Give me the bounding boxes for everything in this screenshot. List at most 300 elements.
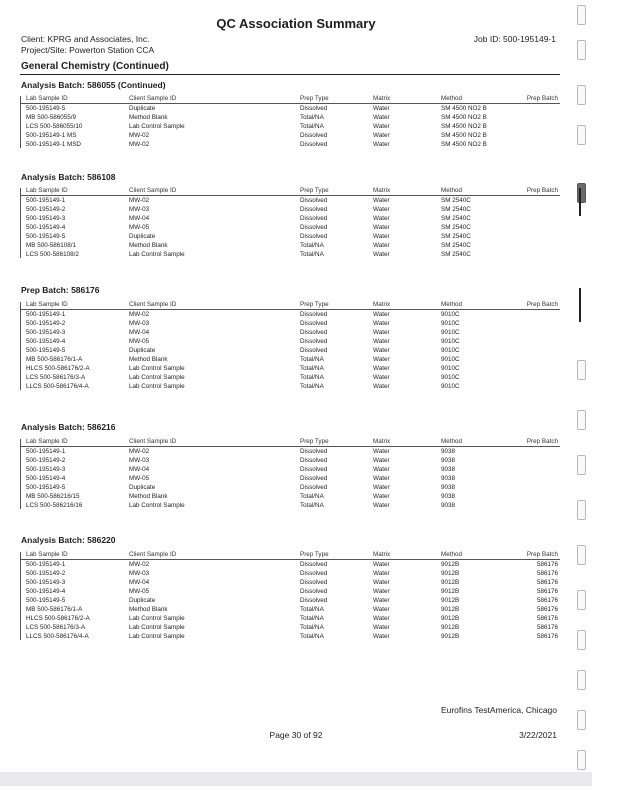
column-header: Method bbox=[441, 301, 463, 308]
batch-title: Analysis Batch: 586216 bbox=[21, 422, 116, 432]
table-cell: Duplicate bbox=[129, 597, 156, 604]
table-cell: SM 4500 NO2 B bbox=[441, 123, 487, 130]
column-header: Prep Type bbox=[300, 187, 329, 194]
table-row bbox=[20, 456, 560, 465]
table-cell: 500-195149-5 bbox=[26, 597, 66, 604]
table-row bbox=[20, 355, 560, 364]
table-cell: MW-03 bbox=[129, 320, 150, 327]
table-cell: 500-195149-1 bbox=[26, 448, 66, 455]
table-cell: Duplicate bbox=[129, 105, 156, 112]
table-cell: MB 500-586055/9 bbox=[26, 114, 77, 121]
section-tab[interactable] bbox=[577, 40, 586, 60]
table-cell: Water bbox=[373, 448, 390, 455]
table-cell: 586176 bbox=[536, 597, 558, 604]
table-cell: MB 500-586216/15 bbox=[26, 493, 80, 500]
table-cell: Total/NA bbox=[300, 242, 324, 249]
table-cell: 500-195149-5 bbox=[26, 484, 66, 491]
table-row bbox=[20, 223, 560, 232]
table-cell: Water bbox=[373, 356, 390, 363]
table-cell: Dissolved bbox=[300, 105, 328, 112]
table-cell: 9012B bbox=[441, 624, 460, 631]
section-tab[interactable] bbox=[577, 545, 586, 565]
section-tab[interactable] bbox=[577, 410, 586, 430]
table-row bbox=[20, 113, 560, 122]
table-cell: Water bbox=[373, 484, 390, 491]
batch-table bbox=[20, 300, 560, 391]
column-header: Client Sample ID bbox=[129, 301, 177, 308]
section-tabs bbox=[570, 0, 618, 800]
table-cell: 9010C bbox=[441, 320, 460, 327]
table-cell: MB 500-586108/1 bbox=[26, 242, 77, 249]
table-cell: Water bbox=[373, 475, 390, 482]
table-cell: Water bbox=[373, 570, 390, 577]
project-line: Project/Site: Powerton Station CCA bbox=[21, 45, 155, 55]
table-cell: Water bbox=[373, 457, 390, 464]
table-cell: SM 2540C bbox=[441, 233, 471, 240]
table-cell: 9010C bbox=[441, 311, 460, 318]
table-cell: Water bbox=[373, 588, 390, 595]
table-row bbox=[20, 560, 560, 569]
table-cell: Dissolved bbox=[300, 132, 328, 139]
table-cell: Water bbox=[373, 215, 390, 222]
table-cell: 500-195149-5 bbox=[26, 105, 66, 112]
table-cell: MW-02 bbox=[129, 448, 150, 455]
table-cell: MW-05 bbox=[129, 588, 150, 595]
table-cell: MW-05 bbox=[129, 224, 150, 231]
table-cell: 9012B bbox=[441, 570, 460, 577]
footer-lab-name: Eurofins TestAmerica, Chicago bbox=[440, 705, 557, 715]
column-header: Method bbox=[441, 551, 463, 558]
table-cell: 9038 bbox=[441, 466, 456, 473]
table-cell: Dissolved bbox=[300, 206, 328, 213]
table-row bbox=[20, 605, 560, 614]
table-cell: 9010C bbox=[441, 356, 460, 363]
table-row bbox=[20, 250, 560, 259]
table-cell: Water bbox=[373, 347, 390, 354]
batch-table bbox=[20, 186, 560, 259]
table-cell: Duplicate bbox=[129, 484, 156, 491]
section-tab[interactable] bbox=[577, 455, 586, 475]
table-row bbox=[20, 382, 560, 391]
table-cell: MW-02 bbox=[129, 132, 150, 139]
table-cell: Water bbox=[373, 561, 390, 568]
column-header: Lab Sample ID bbox=[26, 95, 68, 102]
table-cell: Lab Control Sample bbox=[129, 624, 185, 631]
section-tab[interactable] bbox=[577, 590, 586, 610]
table-cell: Dissolved bbox=[300, 570, 328, 577]
table-cell: Water bbox=[373, 615, 390, 622]
column-header: Prep Batch bbox=[526, 551, 558, 558]
table-cell: 500-195149-4 bbox=[26, 588, 66, 595]
table-cell: 9010C bbox=[441, 365, 460, 372]
table-cell: MW-02 bbox=[129, 141, 150, 148]
column-header: Prep Type bbox=[300, 438, 329, 445]
table-row bbox=[20, 483, 560, 492]
batch-title: Analysis Batch: 586220 bbox=[21, 535, 116, 545]
table-cell: Dissolved bbox=[300, 448, 328, 455]
table-cell: MB 500-586176/1-A bbox=[26, 606, 83, 613]
batch-table bbox=[20, 437, 560, 510]
table-row bbox=[20, 569, 560, 578]
table-cell: MW-02 bbox=[129, 561, 150, 568]
table-cell: 586176 bbox=[536, 615, 558, 622]
batch-title: Prep Batch: 586176 bbox=[21, 285, 100, 295]
table-cell: SM 4500 NO2 B bbox=[441, 141, 487, 148]
table-cell: 9010C bbox=[441, 374, 460, 381]
table-cell: 9038 bbox=[441, 475, 456, 482]
table-cell: LCS 500-586108/2 bbox=[26, 251, 79, 258]
table-row bbox=[20, 364, 560, 373]
table-header bbox=[20, 300, 560, 310]
table-cell: LCS 500-586176/3-A bbox=[26, 624, 86, 631]
table-cell: 9010C bbox=[441, 347, 460, 354]
section-tab[interactable] bbox=[577, 750, 586, 770]
table-cell: 9012B bbox=[441, 588, 460, 595]
table-cell: Water bbox=[373, 606, 390, 613]
table-cell: LCS 500-586055/10 bbox=[26, 123, 83, 130]
table-cell: SM 4500 NO2 B bbox=[441, 114, 487, 121]
table-cell: SM 2540C bbox=[441, 197, 471, 204]
table-cell: Lab Control Sample bbox=[129, 374, 185, 381]
table-cell: Lab Control Sample bbox=[129, 123, 185, 130]
table-cell: 586176 bbox=[536, 570, 558, 577]
table-cell: Dissolved bbox=[300, 311, 328, 318]
section-tab-marker bbox=[579, 188, 581, 216]
page-bottom-edge bbox=[0, 772, 592, 786]
table-cell: MW-02 bbox=[129, 197, 150, 204]
table-cell: 500-195149-1 MS bbox=[26, 132, 77, 139]
column-header: Method bbox=[441, 95, 463, 102]
table-cell: Water bbox=[373, 114, 390, 121]
table-cell: MW-05 bbox=[129, 475, 150, 482]
table-row bbox=[20, 614, 560, 623]
column-header: Client Sample ID bbox=[129, 438, 177, 445]
table-row bbox=[20, 328, 560, 337]
column-header: Matrix bbox=[373, 551, 391, 558]
table-cell: SM 2540C bbox=[441, 215, 471, 222]
table-cell: 500-195149-1 bbox=[26, 311, 66, 318]
table-cell: Duplicate bbox=[129, 347, 156, 354]
table-cell: Method Blank bbox=[129, 606, 168, 613]
table-cell: 9010C bbox=[441, 338, 460, 345]
column-header: Prep Batch bbox=[526, 187, 558, 194]
section-tab-marker bbox=[579, 288, 581, 322]
table-cell: Water bbox=[373, 105, 390, 112]
batch-table bbox=[20, 94, 560, 149]
table-cell: 9012B bbox=[441, 561, 460, 568]
table-cell: Water bbox=[373, 466, 390, 473]
column-header: Lab Sample ID bbox=[26, 551, 68, 558]
column-header: Method bbox=[441, 438, 463, 445]
table-cell: Dissolved bbox=[300, 597, 328, 604]
table-cell: Total/NA bbox=[300, 615, 324, 622]
table-cell: Water bbox=[373, 502, 390, 509]
table-cell: HLCS 500-586176/2-A bbox=[26, 615, 90, 622]
page-number: Page 30 of 92 bbox=[269, 730, 323, 740]
table-cell: LCS 500-586216/16 bbox=[26, 502, 83, 509]
table-cell: Dissolved bbox=[300, 588, 328, 595]
table-cell: Water bbox=[373, 224, 390, 231]
table-cell: Total/NA bbox=[300, 123, 324, 130]
table-cell: SM 4500 NO2 B bbox=[441, 132, 487, 139]
column-header: Prep Type bbox=[300, 551, 329, 558]
table-cell: 586176 bbox=[536, 579, 558, 586]
table-cell: 586176 bbox=[536, 561, 558, 568]
table-header bbox=[20, 94, 560, 104]
table-cell: Water bbox=[373, 624, 390, 631]
table-cell: Total/NA bbox=[300, 383, 324, 390]
table-cell: SM 2540C bbox=[441, 251, 471, 258]
table-row bbox=[20, 122, 560, 131]
client-line: Client: KPRG and Associates, Inc. bbox=[21, 34, 150, 44]
column-header: Prep Batch bbox=[526, 95, 558, 102]
table-cell: 500-195149-2 bbox=[26, 570, 66, 577]
table-cell: Method Blank bbox=[129, 242, 168, 249]
table-cell: Lab Control Sample bbox=[129, 365, 185, 372]
section-tab[interactable] bbox=[577, 630, 586, 650]
table-cell: Water bbox=[373, 132, 390, 139]
table-cell: Dissolved bbox=[300, 224, 328, 231]
table-cell: MW-04 bbox=[129, 466, 150, 473]
column-header: Matrix bbox=[373, 301, 391, 308]
table-cell: Lab Control Sample bbox=[129, 615, 185, 622]
table-cell: Dissolved bbox=[300, 233, 328, 240]
table-row bbox=[20, 501, 560, 510]
section-tab[interactable] bbox=[577, 5, 586, 25]
table-cell: Water bbox=[373, 374, 390, 381]
table-cell: Duplicate bbox=[129, 233, 156, 240]
table-cell: MW-04 bbox=[129, 329, 150, 336]
column-header: Client Sample ID bbox=[129, 551, 177, 558]
table-row bbox=[20, 474, 560, 483]
column-header: Prep Batch bbox=[526, 438, 558, 445]
table-cell: Dissolved bbox=[300, 320, 328, 327]
table-row bbox=[20, 241, 560, 250]
table-cell: Dissolved bbox=[300, 338, 328, 345]
table-row bbox=[20, 310, 560, 319]
table-cell: MW-02 bbox=[129, 311, 150, 318]
table-cell: Lab Control Sample bbox=[129, 383, 185, 390]
table-cell: 9038 bbox=[441, 448, 456, 455]
section-title: General Chemistry (Continued) bbox=[21, 61, 169, 72]
table-cell: Water bbox=[373, 206, 390, 213]
table-cell: 9038 bbox=[441, 457, 456, 464]
table-cell: MW-04 bbox=[129, 579, 150, 586]
table-cell: Water bbox=[373, 242, 390, 249]
table-cell: 500-195149-2 bbox=[26, 206, 66, 213]
table-cell: 9012B bbox=[441, 615, 460, 622]
section-tab[interactable] bbox=[577, 125, 586, 145]
table-cell: SM 4500 NO2 B bbox=[441, 105, 487, 112]
table-cell: Water bbox=[373, 251, 390, 258]
table-row bbox=[20, 131, 560, 140]
table-cell: 500-195149-3 bbox=[26, 215, 66, 222]
table-cell: 500-195149-3 bbox=[26, 466, 66, 473]
table-cell: Water bbox=[373, 329, 390, 336]
table-row bbox=[20, 596, 560, 605]
table-cell: Water bbox=[373, 383, 390, 390]
table-cell: Water bbox=[373, 338, 390, 345]
table-cell: 9010C bbox=[441, 383, 460, 390]
table-cell: Total/NA bbox=[300, 251, 324, 258]
table-row bbox=[20, 373, 560, 382]
section-rule bbox=[20, 74, 560, 75]
table-cell: 500-195149-4 bbox=[26, 475, 66, 482]
table-cell: 586176 bbox=[536, 633, 558, 640]
table-row bbox=[20, 578, 560, 587]
table-cell: MW-03 bbox=[129, 570, 150, 577]
table-cell: 9010C bbox=[441, 329, 460, 336]
table-row bbox=[20, 337, 560, 346]
table-cell: Water bbox=[373, 365, 390, 372]
table-row bbox=[20, 587, 560, 596]
table-cell: 500-195149-5 bbox=[26, 347, 66, 354]
table-cell: 9038 bbox=[441, 493, 456, 500]
table-cell: SM 2540C bbox=[441, 242, 471, 249]
table-cell: Water bbox=[373, 233, 390, 240]
table-cell: Water bbox=[373, 197, 390, 204]
table-cell: Lab Control Sample bbox=[129, 251, 185, 258]
table-cell: 9012B bbox=[441, 597, 460, 604]
table-cell: Dissolved bbox=[300, 475, 328, 482]
table-row bbox=[20, 465, 560, 474]
column-header: Lab Sample ID bbox=[26, 301, 68, 308]
table-cell: Total/NA bbox=[300, 606, 324, 613]
table-cell: Method Blank bbox=[129, 493, 168, 500]
column-header: Matrix bbox=[373, 187, 391, 194]
column-header: Prep Type bbox=[300, 301, 329, 308]
table-cell: Method Blank bbox=[129, 356, 168, 363]
table-cell: Water bbox=[373, 123, 390, 130]
table-cell: LCS 500-586176/3-A bbox=[26, 374, 86, 381]
job-id: Job ID: 500-195149-1 bbox=[473, 34, 556, 44]
section-tab[interactable] bbox=[577, 85, 586, 105]
table-header bbox=[20, 186, 560, 196]
table-header bbox=[20, 437, 560, 447]
section-tab[interactable] bbox=[577, 670, 586, 690]
table-cell: Total/NA bbox=[300, 633, 324, 640]
table-cell: MW-04 bbox=[129, 215, 150, 222]
table-cell: Water bbox=[373, 579, 390, 586]
table-cell: 9038 bbox=[441, 502, 456, 509]
table-cell: Water bbox=[373, 597, 390, 604]
table-cell: Dissolved bbox=[300, 141, 328, 148]
table-cell: Dissolved bbox=[300, 561, 328, 568]
table-cell: Dissolved bbox=[300, 215, 328, 222]
table-cell: 9038 bbox=[441, 484, 456, 491]
column-header: Lab Sample ID bbox=[26, 438, 68, 445]
table-cell: Total/NA bbox=[300, 356, 324, 363]
table-cell: 500-195149-3 bbox=[26, 579, 66, 586]
table-cell: 9012B bbox=[441, 633, 460, 640]
table-cell: Dissolved bbox=[300, 484, 328, 491]
column-header: Client Sample ID bbox=[129, 187, 177, 194]
table-header bbox=[20, 550, 560, 560]
table-cell: Water bbox=[373, 311, 390, 318]
table-row bbox=[20, 346, 560, 355]
table-cell: 500-195149-2 bbox=[26, 320, 66, 327]
table-cell: Dissolved bbox=[300, 197, 328, 204]
table-cell: Water bbox=[373, 633, 390, 640]
table-row bbox=[20, 632, 560, 641]
table-cell: Lab Control Sample bbox=[129, 633, 185, 640]
table-cell: Method Blank bbox=[129, 114, 168, 121]
batch-table bbox=[20, 550, 560, 641]
table-cell: 9012B bbox=[441, 579, 460, 586]
table-row bbox=[20, 214, 560, 223]
table-row bbox=[20, 205, 560, 214]
table-cell: 500-195149-5 bbox=[26, 233, 66, 240]
table-cell: Dissolved bbox=[300, 457, 328, 464]
table-cell: MW-03 bbox=[129, 457, 150, 464]
table-cell: 586176 bbox=[536, 624, 558, 631]
table-cell: 586176 bbox=[536, 606, 558, 613]
footer-date: 3/22/2021 bbox=[519, 730, 557, 740]
batch-title: Analysis Batch: 586055 (Continued) bbox=[21, 80, 166, 90]
column-header: Method bbox=[441, 187, 463, 194]
section-tab[interactable] bbox=[577, 710, 586, 730]
section-tab[interactable] bbox=[577, 360, 586, 380]
table-cell: 9012B bbox=[441, 606, 460, 613]
table-cell: MB 500-586176/1-A bbox=[26, 356, 83, 363]
page-title: QC Association Summary bbox=[216, 16, 376, 31]
table-cell: Lab Control Sample bbox=[129, 502, 185, 509]
column-header: Prep Batch bbox=[526, 301, 558, 308]
column-header: Matrix bbox=[373, 95, 391, 102]
table-row bbox=[20, 623, 560, 632]
table-cell: Total/NA bbox=[300, 365, 324, 372]
column-header: Prep Type bbox=[300, 95, 329, 102]
column-header: Matrix bbox=[373, 438, 391, 445]
table-cell: 500-195149-4 bbox=[26, 338, 66, 345]
section-tab[interactable] bbox=[577, 500, 586, 520]
column-header: Lab Sample ID bbox=[26, 187, 68, 194]
table-cell: Dissolved bbox=[300, 329, 328, 336]
table-cell: SM 2540C bbox=[441, 224, 471, 231]
table-cell: Total/NA bbox=[300, 374, 324, 381]
table-cell: 500-195149-1 bbox=[26, 197, 66, 204]
table-row bbox=[20, 447, 560, 456]
table-row bbox=[20, 196, 560, 205]
table-cell: MW-03 bbox=[129, 206, 150, 213]
table-cell: 500-195149-4 bbox=[26, 224, 66, 231]
table-row bbox=[20, 492, 560, 501]
table-row bbox=[20, 319, 560, 328]
table-cell: SM 2540C bbox=[441, 206, 471, 213]
table-row bbox=[20, 140, 560, 149]
table-row bbox=[20, 104, 560, 113]
column-header: Client Sample ID bbox=[129, 95, 177, 102]
table-cell: 500-195149-1 bbox=[26, 561, 66, 568]
table-cell: 500-195149-3 bbox=[26, 329, 66, 336]
table-cell: Total/NA bbox=[300, 114, 324, 121]
table-cell: Water bbox=[373, 141, 390, 148]
table-cell: 500-195149-1 MSD bbox=[26, 141, 81, 148]
table-cell: Dissolved bbox=[300, 347, 328, 354]
table-cell: Water bbox=[373, 320, 390, 327]
table-cell: LLCS 500-586176/4-A bbox=[26, 383, 89, 390]
table-cell: Water bbox=[373, 493, 390, 500]
table-cell: Total/NA bbox=[300, 624, 324, 631]
table-cell: 586176 bbox=[536, 588, 558, 595]
table-row bbox=[20, 232, 560, 241]
table-cell: MW-05 bbox=[129, 338, 150, 345]
table-cell: LLCS 500-586176/4-A bbox=[26, 633, 89, 640]
table-cell: 500-195149-2 bbox=[26, 457, 66, 464]
batch-title: Analysis Batch: 586108 bbox=[21, 172, 116, 182]
table-cell: Dissolved bbox=[300, 466, 328, 473]
table-cell: Total/NA bbox=[300, 502, 324, 509]
